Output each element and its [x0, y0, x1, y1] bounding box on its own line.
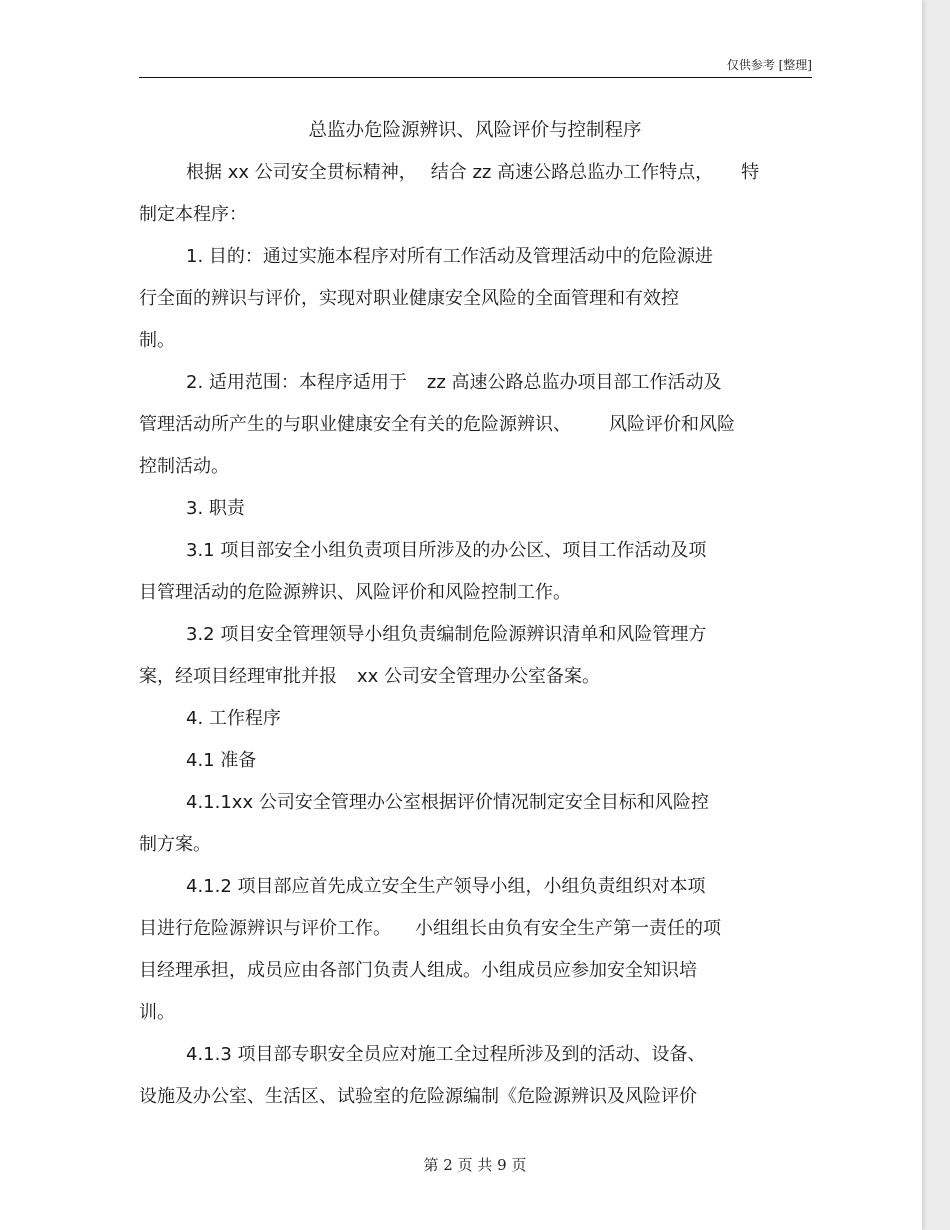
paragraph-purpose-line3: 制。: [139, 330, 175, 351]
text-segment: 特: [741, 162, 760, 183]
paragraph-purpose-line2: 行全面的辨识与评价，实现对职业健康安全风险的全面管理和有效控: [139, 288, 679, 309]
paragraph-4-1-2-line1: 4.1.2 项目部应首先成立安全生产领导小组，小组负责组织对本项: [186, 876, 706, 897]
paragraph-intro: [139, 152, 812, 194]
paragraph-4-1-1-line1: 4.1.1xx 公司安全管理办公室根据评价情况制定安全目标和风险控: [186, 792, 709, 813]
text-segment: 案，经项目经理审批并报: [139, 666, 337, 687]
text-segment: 风险评价和风险: [609, 414, 735, 435]
document-body: [139, 152, 812, 1118]
paragraph-3-2-line2: [139, 656, 812, 698]
paragraph-3-1-line2: 目管理活动的危险源辨识、风险评价和风险控制工作。: [139, 582, 571, 603]
paragraph-intro-cont: 制定本程序：: [139, 204, 247, 225]
text-segment: 结合 zz 高速公路总监办工作特点，: [430, 162, 714, 183]
paragraph-4-1-3-line1: 4.1.3 项目部专职安全员应对施工全过程所涉及到的活动、设备、: [186, 1044, 706, 1065]
text-segment: 小组组长由负有安全生产第一责任的项: [415, 918, 721, 939]
header-divider: [139, 77, 812, 78]
paragraph-3-2-line1: 3.2 项目安全管理领导小组负责编制危险源辨识清单和风险管理方: [186, 624, 707, 645]
paragraph-4-1-2-line4: 训。: [139, 1002, 175, 1023]
paragraph-purpose-line1: 1. 目的：通过实施本程序对所有工作活动及管理活动中的危险源进: [186, 246, 713, 267]
paragraph-4-1-1-line2: 制方案。: [139, 834, 211, 855]
page-number-footer: 第 2 页 共 9 页: [423, 1156, 527, 1174]
paragraph-scope-line2: [139, 404, 812, 446]
text-segment: 管理活动所产生的与职业健康安全有关的危险源辨识、: [139, 414, 571, 435]
heading-work-procedure: 4. 工作程序: [186, 708, 281, 729]
text-segment: 根据 xx 公司安全贯标精神，: [186, 162, 417, 183]
text-segment: zz 高速公路总监办项目部工作活动及: [426, 372, 722, 393]
paragraph-3-1-line1: 3.1 项目部安全小组负责项目所涉及的办公区、项目工作活动及项: [186, 540, 707, 561]
heading-responsibilities: 3. 职责: [186, 498, 245, 519]
paragraph-scope-line3: 控制活动。: [139, 456, 229, 477]
heading-4-1: 4.1 准备: [186, 750, 257, 771]
text-segment: xx 公司安全管理办公室备案。: [357, 666, 601, 687]
header-note: 仅供参考 [整理]: [726, 58, 812, 72]
text-segment: 2. 适用范围：本程序适用于: [186, 372, 407, 393]
paragraph-4-1-3-line2: 设施及办公室、生活区、试验室的危险源编制《危险源辨识及风险评价: [139, 1086, 697, 1107]
paragraph-4-1-2-line3: 目经理承担，成员应由各部门负责人组成。小组成员应参加安全知识培: [139, 960, 697, 981]
paragraph-scope-line1: [139, 362, 812, 404]
document-title: 总监办危险源辨识、风险评价与控制程序: [308, 120, 642, 141]
text-segment: 目进行危险源辨识与评价工作。: [139, 918, 391, 939]
paragraph-4-1-2-line2: [139, 908, 812, 950]
